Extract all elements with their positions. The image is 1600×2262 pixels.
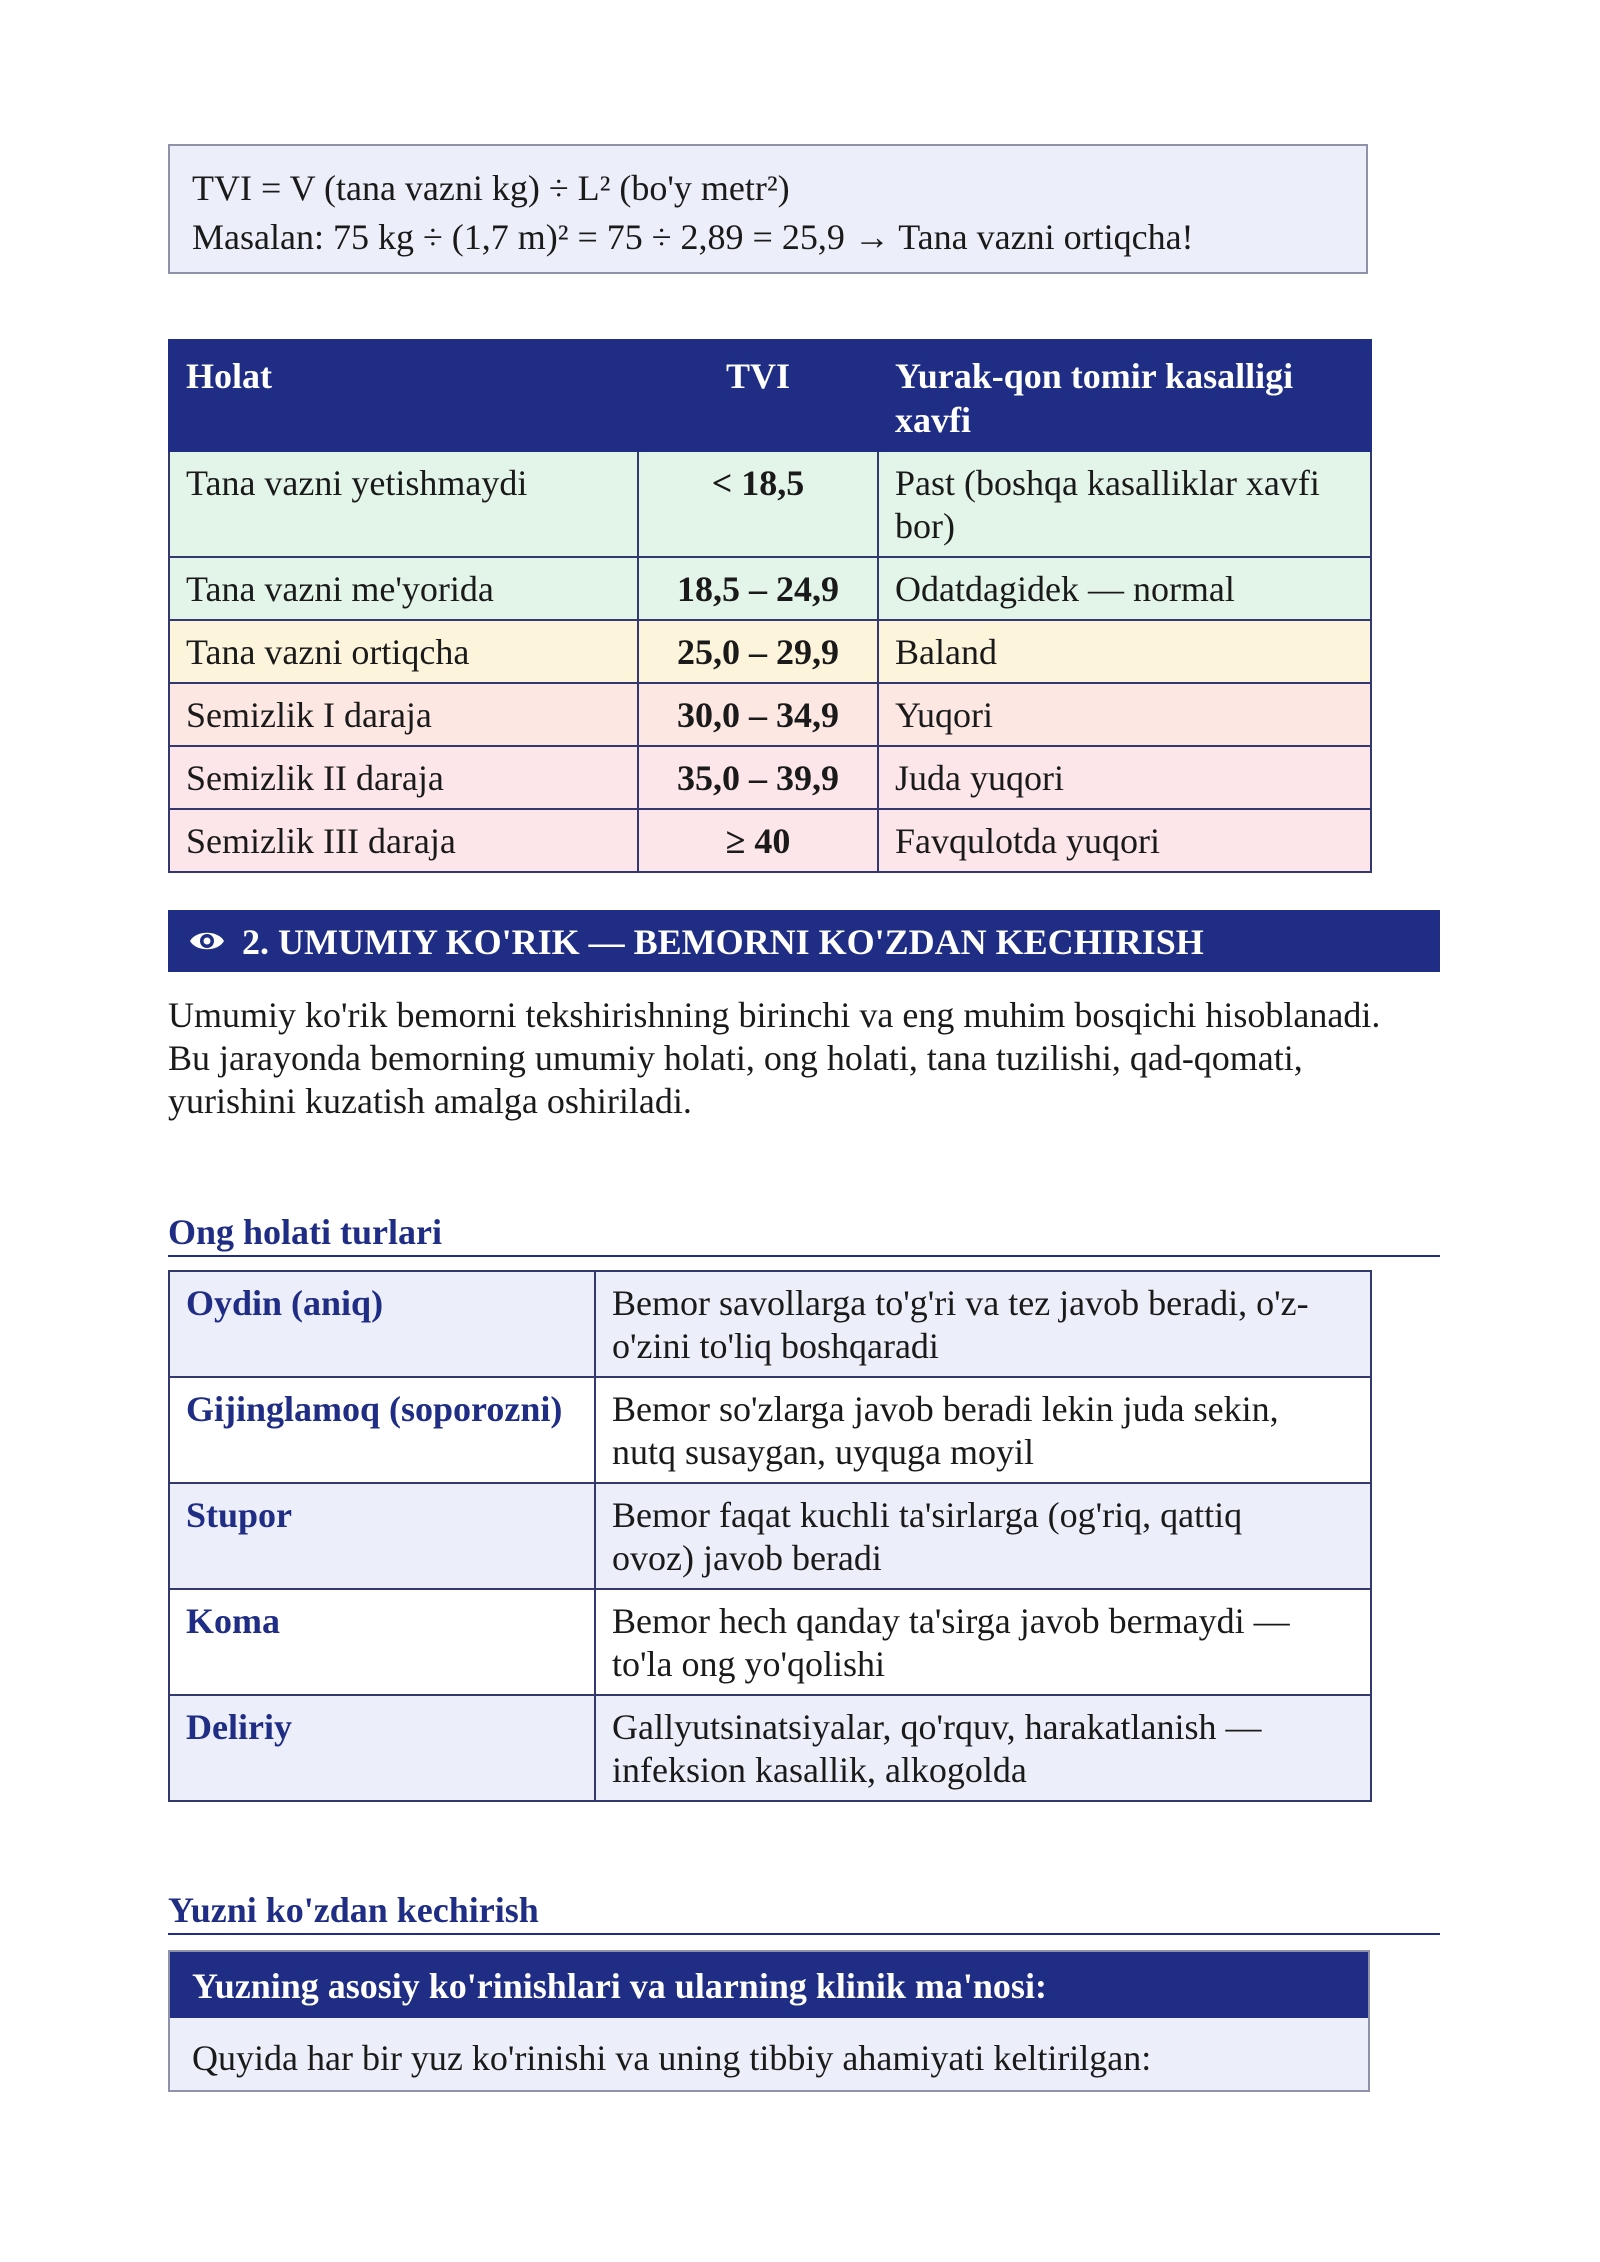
desc-cell: Bemor faqat kuchli ta'sirlarga (og'riq, qattiq ovoz) javob beradi xyxy=(595,1483,1371,1589)
face-heading: Yuzni ko'zdan kechirish xyxy=(168,1888,1440,1935)
formula-line-1: TVI = V (tana vazni kg) ÷ L² (bo'y metr²) xyxy=(192,168,790,208)
header-risk: Yurak-qon tomir kasalligi xavfi xyxy=(878,340,1371,451)
table-row xyxy=(169,557,1371,620)
table-row xyxy=(169,1271,1371,1377)
status-cell: Tana vazni me'yorida xyxy=(169,557,638,620)
risk-cell: Odatdagidek — normal xyxy=(878,557,1371,620)
status-cell: Semizlik I daraja xyxy=(169,683,638,746)
ong-heading: Ong holati turlari xyxy=(168,1210,1440,1257)
table-row xyxy=(169,1695,1371,1801)
desc-cell: Bemor so'zlarga javob beradi lekin juda sekin, nutq susaygan, uyquga moyil xyxy=(595,1377,1371,1483)
term-cell: Oydin (aniq) xyxy=(169,1271,595,1377)
status-cell: Semizlik II daraja xyxy=(169,746,638,809)
bmi-range-cell: < 18,5 xyxy=(638,451,878,557)
consciousness-table xyxy=(168,1270,1372,1802)
table-row xyxy=(169,1589,1371,1695)
face-info-box xyxy=(168,1950,1370,2092)
bmi-range-cell: 30,0 – 34,9 xyxy=(638,683,878,746)
term-cell: Stupor xyxy=(169,1483,595,1589)
bmi-range-cell: 18,5 – 24,9 xyxy=(638,557,878,620)
header-status: Holat xyxy=(169,340,638,451)
table-row xyxy=(169,746,1371,809)
face-box-text: Quyida har bir yuz ko'rinishi va uning tibbiy ahamiyati keltirilgan: xyxy=(192,2038,1152,2078)
section-2-paragraph xyxy=(168,994,1458,1123)
risk-cell: Baland xyxy=(878,620,1371,683)
table-row xyxy=(169,683,1371,746)
face-box-title: Yuzning asosiy ko'rinishlari va ularning klinik ma'nosi: xyxy=(170,1952,1368,2018)
paragraph-line: Bu jarayonda bemorning umumiy holati, ong holati, tana tuzilishi, qad-qomati, xyxy=(168,1038,1303,1078)
paragraph-line: yurishini kuzatish amalga oshiriladi. xyxy=(168,1081,692,1121)
status-cell: Tana vazni ortiqcha xyxy=(169,620,638,683)
desc-cell: Gallyutsinatsiyalar, qo'rquv, harakatlanish — infeksion kasallik, alkogolda xyxy=(595,1695,1371,1801)
status-cell: Tana vazni yetishmaydi xyxy=(169,451,638,557)
bmi-range-cell: ≥ 40 xyxy=(638,809,878,872)
formula-line-2: Masalan: 75 kg ÷ (1,7 m)² = 75 ÷ 2,89 = 25,9 → Tana vazni ortiqcha! xyxy=(192,217,1194,257)
term-cell: Gijinglamoq (soporozni) xyxy=(169,1377,595,1483)
status-cell: Semizlik III daraja xyxy=(169,809,638,872)
bmi-range-cell: 25,0 – 29,9 xyxy=(638,620,878,683)
table-row xyxy=(169,451,1371,557)
bmi-range-cell: 35,0 – 39,9 xyxy=(638,746,878,809)
eye-icon xyxy=(188,922,226,966)
paragraph-line: Umumiy ko'rik bemorni tekshirishning birinchi va eng muhim bosqichi hisoblanadi. xyxy=(168,995,1381,1035)
table-row xyxy=(169,809,1371,872)
table-row xyxy=(169,1377,1371,1483)
risk-cell: Favqulotda yuqori xyxy=(878,809,1371,872)
bmi-formula-box xyxy=(168,144,1368,274)
table-row xyxy=(169,620,1371,683)
section-2-title: 2. UMUMIY KO'RIK — BEMORNI KO'ZDAN KECHIRISH xyxy=(242,922,1204,962)
term-cell: Koma xyxy=(169,1589,595,1695)
desc-cell: Bemor savollarga to'g'ri va tez javob beradi, o'z- o'zini to'liq boshqaradi xyxy=(595,1271,1371,1377)
header-bmi: TVI xyxy=(638,340,878,451)
section-2-header xyxy=(168,910,1440,972)
table-row xyxy=(169,1483,1371,1589)
risk-cell: Yuqori xyxy=(878,683,1371,746)
risk-cell: Juda yuqori xyxy=(878,746,1371,809)
risk-cell: Past (boshqa kasalliklar xavfi bor) xyxy=(878,451,1371,557)
term-cell: Deliriy xyxy=(169,1695,595,1801)
desc-cell: Bemor hech qanday ta'sirga javob bermaydi — to'la ong yo'qolishi xyxy=(595,1589,1371,1695)
bmi-table xyxy=(168,339,1372,873)
bmi-table-header xyxy=(169,340,1371,451)
